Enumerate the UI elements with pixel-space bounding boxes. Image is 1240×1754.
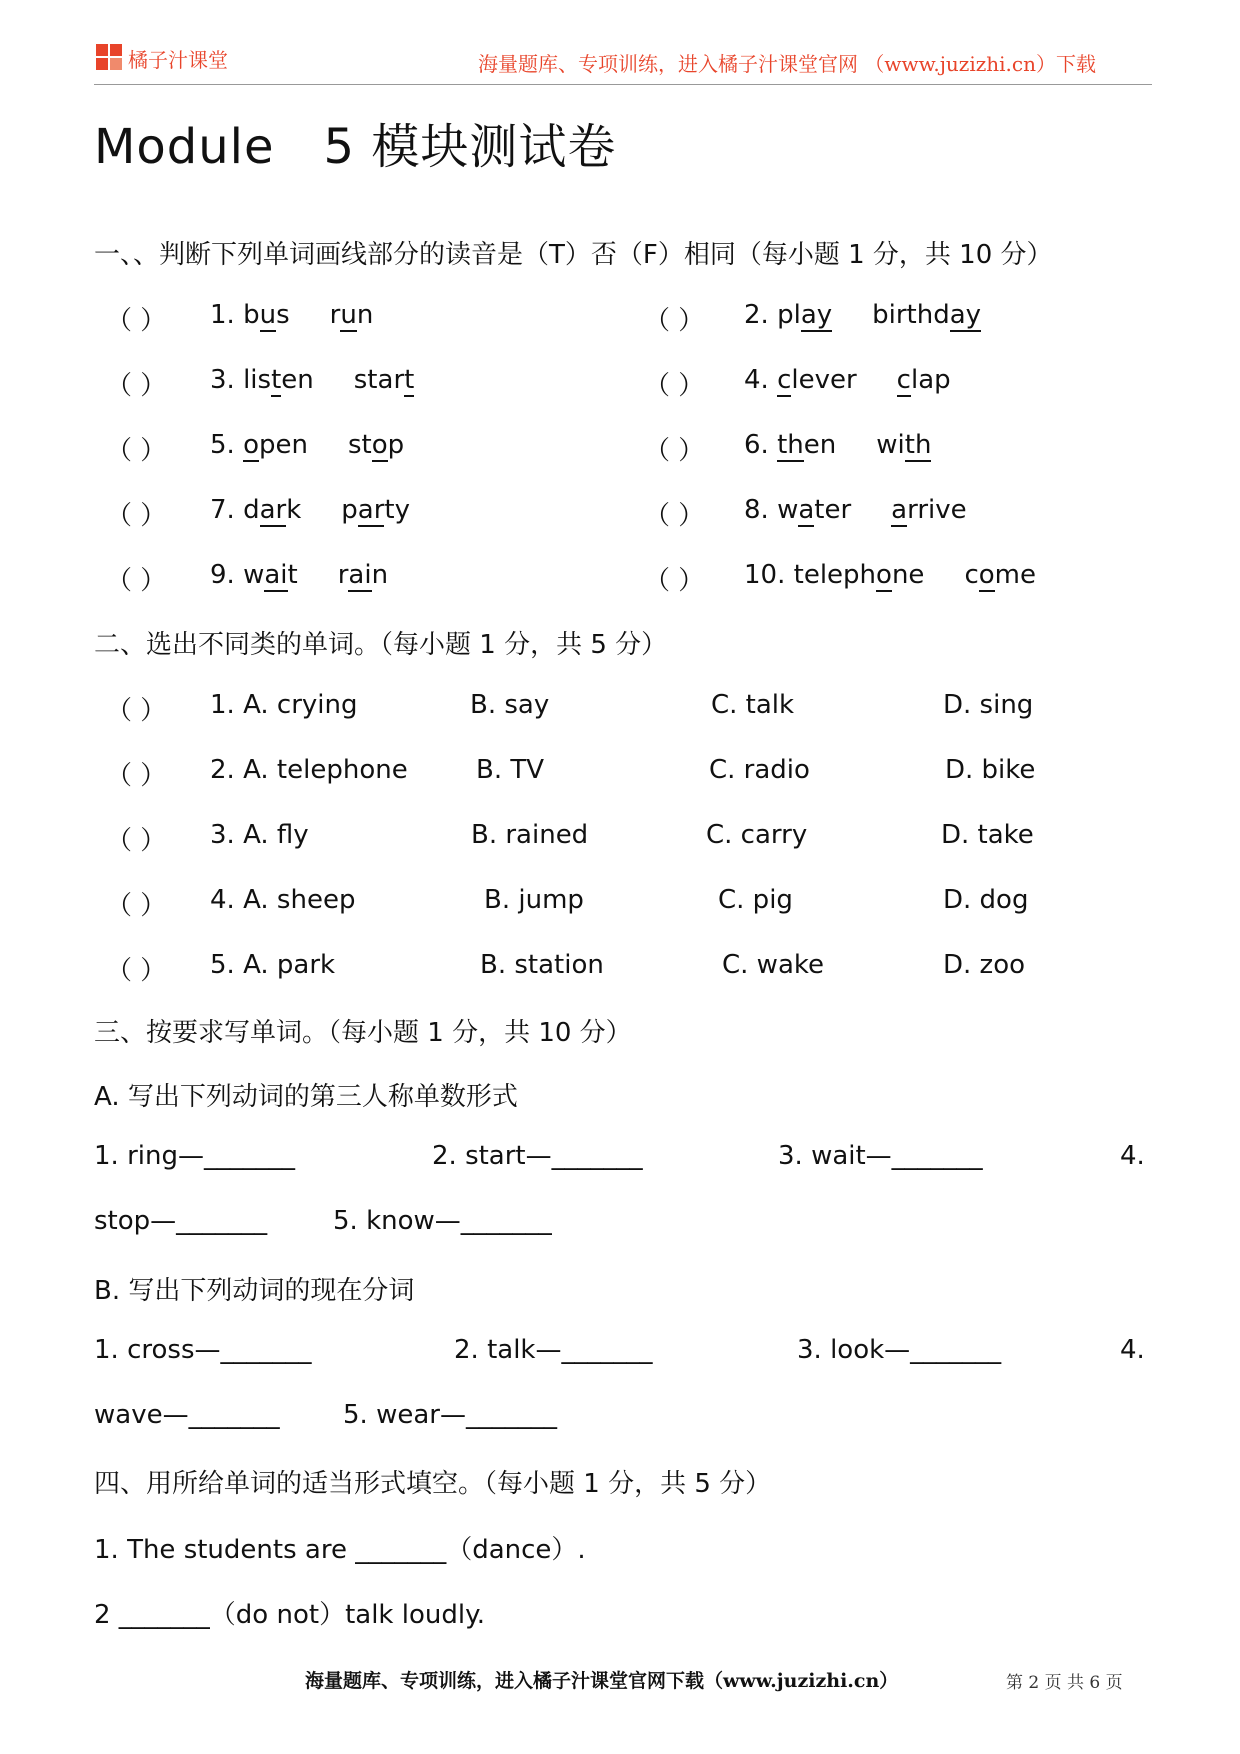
phonics-item: 6. then with <box>744 430 932 460</box>
s3-a-q1: 1. ring—_______ <box>94 1141 295 1171</box>
answer-paren[interactable]: （ ） <box>106 501 167 531</box>
option-d: D. sing <box>943 690 1034 720</box>
word-2: stop <box>347 430 405 460</box>
word-1: bus <box>243 300 290 330</box>
s3-a-q4-num: 4. <box>1120 1141 1145 1171</box>
header-divider <box>94 84 1152 85</box>
footer-text: 海量题库、专项训练，进入橘子汁课堂官网下载（www.juzizhi.cn） <box>305 1670 899 1692</box>
word-1: telephone <box>793 560 925 590</box>
section-3-part-a: A. 写出下列动词的第三人称单数形式 <box>94 1082 518 1112</box>
option-d: D. take <box>941 820 1034 850</box>
section-1-heading: 一、、判断下列单词画线部分的读音是（T）否（F）相同（每小题 1 分，共 10 分） <box>94 240 1053 270</box>
word-2: clap <box>896 365 951 395</box>
answer-paren[interactable]: （ ） <box>106 956 167 986</box>
s3-b-q1: 1. cross—_______ <box>94 1335 312 1365</box>
word-1: clever <box>777 365 857 395</box>
logo-text: 橘子汁课堂 <box>128 48 228 72</box>
word-2: rain <box>337 560 389 590</box>
option-c: C. carry <box>706 820 808 850</box>
word-1: wait <box>243 560 298 590</box>
answer-paren[interactable]: （ ） <box>644 501 705 531</box>
option-c: C. radio <box>709 755 810 785</box>
answer-paren[interactable]: （ ） <box>106 436 167 466</box>
header-site-text: 海量题库、专项训练，进入橘子汁课堂官网 （www.juzizhi.cn）下载 <box>478 52 1096 76</box>
option-c: C. talk <box>711 690 795 720</box>
option-b: B. jump <box>484 885 584 915</box>
answer-paren[interactable]: （ ） <box>644 306 705 336</box>
option-b: B. TV <box>476 755 545 785</box>
word-1: dark <box>243 495 302 525</box>
option-a: 5. A. park <box>210 950 336 980</box>
section-4-heading: 四、用所给单词的适当形式填空。（每小题 1 分，共 5 分） <box>94 1469 772 1499</box>
option-d: D. zoo <box>943 950 1026 980</box>
phonics-item: 10. telephone come <box>744 560 1036 590</box>
answer-paren[interactable]: （ ） <box>106 826 167 856</box>
section-2-heading: 二、选出不同类的单词。（每小题 1 分，共 5 分） <box>94 630 668 660</box>
option-a: 4. A. sheep <box>210 885 356 915</box>
answer-paren[interactable]: （ ） <box>106 891 167 921</box>
page-number: 第 2 页 共 6 页 <box>1006 1673 1123 1693</box>
phonics-item: 9. wait rain <box>210 560 389 590</box>
logo-icon <box>96 44 124 72</box>
option-a: 3. A. fly <box>210 820 309 850</box>
answer-paren[interactable]: （ ） <box>106 761 167 791</box>
option-b: B. station <box>480 950 604 980</box>
s3-a-q5: 5. know—_______ <box>333 1206 552 1236</box>
word-1: water <box>777 495 852 525</box>
word-2: birthday <box>872 300 982 330</box>
phonics-item: 4. clever clap <box>744 365 951 395</box>
section-3-part-b: B. 写出下列动词的现在分词 <box>94 1276 415 1306</box>
answer-paren[interactable]: （ ） <box>106 371 167 401</box>
phonics-item: 7. dark party <box>210 495 411 525</box>
answer-paren[interactable]: （ ） <box>644 371 705 401</box>
answer-paren[interactable]: （ ） <box>106 566 167 596</box>
word-2: with <box>876 430 932 460</box>
word-2: start <box>353 365 415 395</box>
word-2: party <box>341 495 411 525</box>
phonics-item: 8. water arrive <box>744 495 967 525</box>
option-d: D. dog <box>943 885 1029 915</box>
answer-paren[interactable]: （ ） <box>106 306 167 336</box>
option-c: C. wake <box>722 950 825 980</box>
option-b: B. say <box>470 690 550 720</box>
option-a: 1. A. crying <box>210 690 358 720</box>
word-2: arrive <box>891 495 967 525</box>
s3-b-q5: 5. wear—_______ <box>343 1400 557 1430</box>
answer-paren[interactable]: （ ） <box>106 696 167 726</box>
s3-b-q2: 2. talk—_______ <box>454 1335 653 1365</box>
word-1: then <box>777 430 837 460</box>
option-a: 2. A. telephone <box>210 755 408 785</box>
phonics-item: 3. listen start <box>210 365 415 395</box>
phonics-item: 2. play birthday <box>744 300 982 330</box>
answer-paren[interactable]: （ ） <box>644 566 705 596</box>
word-2: run <box>329 300 374 330</box>
s3-b-q3: 3. look—_______ <box>797 1335 1002 1365</box>
s3-b-q4: wave—_______ <box>94 1400 280 1430</box>
answer-paren[interactable]: （ ） <box>644 436 705 466</box>
phonics-item: 5. open stop <box>210 430 405 460</box>
word-1: open <box>243 430 308 460</box>
option-c: C. pig <box>718 885 793 915</box>
s4-q1: 1. The students are _______（dance）. <box>94 1535 586 1565</box>
option-b: B. rained <box>471 820 589 850</box>
phonics-item: 1. bus run <box>210 300 374 330</box>
word-1: listen <box>243 365 314 395</box>
option-d: D. bike <box>945 755 1036 785</box>
s3-a-q3: 3. wait—_______ <box>778 1141 983 1171</box>
s3-a-q2: 2. start—_______ <box>432 1141 643 1171</box>
s3-a-q4: stop—_______ <box>94 1206 268 1236</box>
s4-q2: 2 _______（do not）talk loudly. <box>94 1600 486 1630</box>
word-1: play <box>777 300 833 330</box>
word-2: come <box>964 560 1036 590</box>
s3-b-q4-num: 4. <box>1120 1335 1145 1365</box>
page-title: Module 5 模块测试卷 <box>94 119 617 175</box>
section-3-heading: 三、按要求写单词。（每小题 1 分，共 10 分） <box>94 1018 632 1048</box>
